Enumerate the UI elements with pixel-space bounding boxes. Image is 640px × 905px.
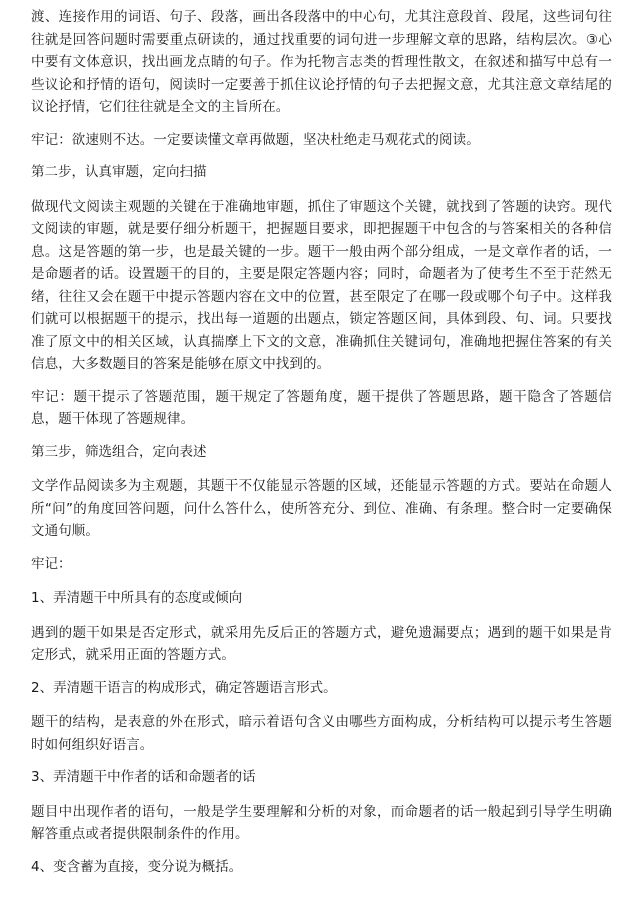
list-item-1-body: 遇到的题干如果是否定形式，就采用先反后正的答题方式，避免遗漏要点；遇到的题干如果是肯定形式，就采用正面的答题方式。 (31, 624, 612, 663)
list-item-3-body: 题目中出现作者的语句，一般是学生要理解和分析的对象，而命题者的话一般起到引导学生明确解答重点或者提供限制条件的作用。 (31, 803, 612, 842)
paragraph-remember-1: 牢记：欲速则不达。一定要读懂文章再做题，坚决杜绝走马观花式的阅读。 (31, 131, 480, 148)
heading-step-2: 第二步，认真审题，定向扫描 (31, 164, 207, 180)
paragraph-step-3-body: 文学作品阅读多为主观题，其题干不仅能显示答题的区域，还能显示答题的方式。要站在命题人所“问”的角度回答问题，问什么答什么，使所答充分、到位、准确、有条理。整合时一定要确保文通句顺。 (31, 478, 612, 539)
list-item-1-title: 1、弄清题干中所具有的态度或倾向 (31, 590, 243, 606)
paragraph-step-2-body: 做现代文阅读主观题的关键在于准确地审题，抓住了审题这个关键，就找到了答题的诀窍。现代文阅读的审题，就是要仔细分析题干，把握题目要求，即把握题干中包含的与答案相关的各种信息。这是答题的第一步，也是最关键的一步。题干一般由两个部分组成，一是文章作者的话，一是命题者的话。设置题干的目的，主要是限定答题内容；同时，命题者为了使考生不至于茫然无绪，往往又会在题干中提示答题内容在文中的位置，甚至限定了在哪一段或哪个句子中。这样我们就可以根据题干的提示，找出每一道题的出题点，锁定答题区间，具体到段、句、词。只要找准了原文中的相关区域，认真揣摩上下文的文意，准确抓住关键词句，准确地把握住答案的有关信息，大多数题目的答案是能够在原文中找到的。 (31, 198, 612, 372)
list-item-4-title: 4、变含蓄为直接，变分说为概括。 (31, 858, 243, 875)
list-item-2-title: 2、弄清题干语言的构成形式，确定答题语言形式。 (31, 679, 337, 696)
heading-step-3: 第三步，筛选组合，定向表述 (31, 443, 207, 460)
list-item-2-body: 题干的结构，是表意的外在形式，暗示着语句含义由哪些方面构成，分析结构可以提示考生答题时如何组织好语言。 (31, 714, 612, 753)
paragraph-remember-3: 牢记： (31, 555, 72, 572)
paragraph-remember-2: 牢记：题干提示了答题范围，题干规定了答题角度，题干提供了答题思路，题干隐含了答题信息，题干体现了答题规律。 (31, 388, 612, 427)
paragraph-reading-methods: 渡、连接作用的词语、句子、段落，画出各段落中的中心句，尤其注意段首、段尾，这些词句往往就是回答问题时需要重点研读的，通过找重要的词句进一步理解文章的思路，结构层次。③心中要有文体意识，找出画龙点睛的句子。作为托物言志类的哲理性散文，在叙述和描写中总有一些议论和抒情的语句，阅读时一定要善于抓住议论抒情的句子去把握文意，尤其注意文章结尾的议论抒情，它们往往就是全文的主旨所在。 (31, 9, 612, 115)
list-item-3-title: 3、弄清题干中作者的话和命题者的话 (31, 769, 256, 785)
